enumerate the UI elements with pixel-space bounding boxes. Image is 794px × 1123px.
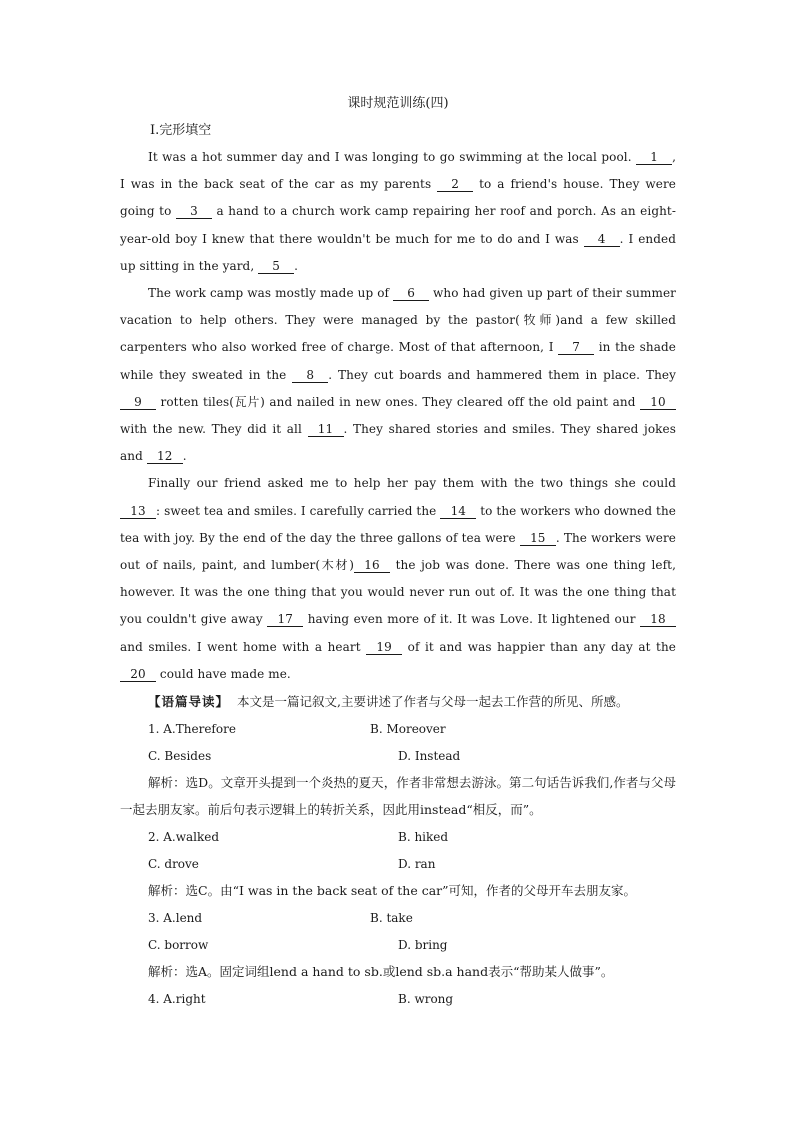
guide-text: 本文是一篇记叙文,主要讲述了作者与父母一起去工作营的所见、所感。 [236, 694, 629, 710]
passage-text: and smiles. I went home with a heart [120, 639, 367, 654]
passage-text: to a friend's house. They were going to [120, 177, 676, 219]
blank-7: 7 [558, 340, 594, 355]
passage-text: : sweet tea and smiles. I carefully carried the [156, 503, 441, 518]
blank-8: 8 [292, 368, 328, 383]
passage-text: . [294, 258, 299, 273]
passage-text: rotten tiles(瓦片) and nailed in new ones. They cleared off the old paint and [156, 394, 640, 409]
passage-text: who had given up part of their summer vacation to help others. They were managed by the pastor(牧师)and a few skilled carpenters who also worked free of charge. Most of that afternoon, I [120, 286, 676, 355]
option: B. wrong [398, 991, 454, 1006]
passage-text: . I ended up sitting in the yard, [120, 231, 676, 273]
blank-5: 5 [258, 259, 294, 274]
blank-18: 18 [640, 612, 676, 627]
blank-17: 17 [267, 612, 303, 627]
guide-label: 【语篇导读】 [148, 694, 230, 710]
option-row [120, 904, 676, 931]
answer-explanation: 解析：选D。文章开头提到一个炎热的夏天，作者非常想去游泳。第二句话告诉我们,作者与父母一起去朋友家。前后句表示逻辑上的转折关系，因此用instead“相反，而”。 [120, 775, 676, 818]
option: 1. A.Therefore [148, 721, 236, 736]
passage-text: . The workers were out of nails, paint, and lumber(木材) [120, 530, 676, 573]
option-row [120, 715, 676, 742]
blank-1: 1 [636, 150, 672, 165]
option: 2. A.walked [148, 829, 220, 844]
passage-paragraph [120, 470, 676, 688]
blank-10: 10 [640, 395, 676, 410]
passage-text: a hand to a church work camp repairing her roof and porch. As an eight-year-old boy I knew that there wouldn't be much for me to do and I was [120, 204, 676, 246]
cloze-passage [120, 144, 676, 688]
blank-13: 13 [120, 504, 156, 519]
blank-3: 3 [176, 204, 212, 219]
passage-paragraph [120, 280, 676, 470]
blank-4: 4 [584, 232, 620, 247]
passage-text: . [182, 449, 187, 464]
passage-text: The work camp was mostly made up of [148, 286, 394, 301]
section-heading: Ⅰ.完形填空 [150, 123, 212, 138]
passage-text: having even more of it. It was Love. It lightened our [303, 612, 640, 627]
passage-text: in the shade while they sweated in the [120, 340, 676, 382]
blank-15: 15 [520, 531, 556, 546]
answer-explanation: 解析：选A。固定词组lend a hand to sb.或lend sb.a hand表示“帮助某人做事”。 [148, 964, 614, 980]
blank-9: 9 [120, 395, 156, 410]
answer-explanation: 解析：选C。由“I was in the back seat of the car”可知，作者的父母开车去朋友家。 [148, 883, 637, 899]
blank-20: 20 [120, 667, 156, 682]
passage-text: Finally our friend asked me to help her pay them with the two things she could [148, 476, 676, 491]
passage-text: , I was in the back seat of the car as my parents [120, 150, 676, 192]
option-row [120, 742, 676, 769]
page-title: 课时规范训练(四) [347, 96, 449, 111]
blank-16: 16 [354, 558, 390, 573]
option: C. borrow [148, 937, 209, 952]
option: D. ran [398, 856, 436, 871]
option: 3. A.lend [148, 910, 203, 925]
blank-2: 2 [437, 177, 473, 192]
option: D. Instead [398, 748, 461, 763]
passage-paragraph [120, 144, 676, 280]
question-list [120, 715, 676, 1012]
option-row [120, 985, 676, 1012]
passage-text: to the workers who downed the tea with joy. By the end of the day the three gallons of tea were [120, 503, 676, 545]
passage-text: with the new. They did it all [120, 422, 308, 437]
blank-12: 12 [147, 449, 183, 464]
document-page [120, 92, 676, 1012]
reading-guide [120, 688, 676, 715]
passage-text: the job was done. There was one thing left, however. It was the one thing that you would never run out of. It was the one thing that you couldn't give away [120, 558, 676, 627]
blank-6: 6 [393, 286, 429, 301]
option: B. take [370, 910, 413, 925]
blank-19: 19 [366, 640, 402, 655]
passage-text: It was a hot summer day and I was longing to go swimming at the local pool. [148, 150, 637, 164]
option: B. hiked [398, 829, 449, 844]
passage-text: . They shared stories and smiles. They shared jokes and [120, 422, 676, 464]
option-row [120, 850, 676, 877]
passage-text: . They cut boards and hammered them in place. They [328, 367, 676, 382]
option-row [120, 931, 676, 958]
option: 4. A.right [148, 991, 206, 1006]
option: D. bring [398, 937, 448, 952]
option: C. drove [148, 856, 199, 871]
passage-text: of it and was happier than any day at the [402, 639, 676, 654]
option: B. Moreover [370, 721, 446, 736]
option-row [120, 823, 676, 850]
blank-14: 14 [440, 504, 476, 519]
option: C. Besides [148, 748, 212, 763]
blank-11: 11 [308, 422, 344, 437]
passage-text: could have made me. [156, 666, 291, 681]
